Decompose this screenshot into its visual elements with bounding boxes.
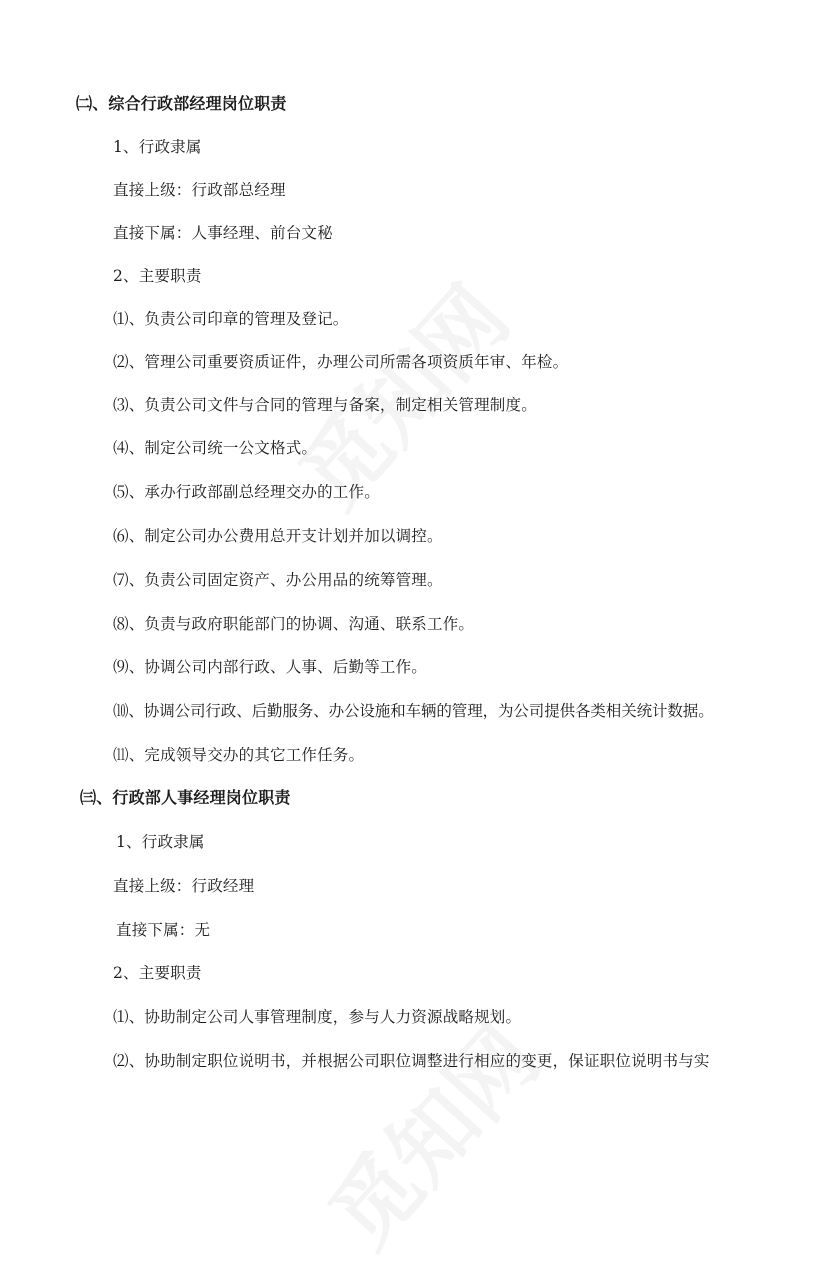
paragraph-line: 直接下属：人事经理、前台文秘: [113, 224, 333, 242]
list-item: ⑶、负责公司文件与合同的管理与备案，制定相关管理制度。: [113, 396, 537, 414]
list-item: ⑼、协调公司内部行政、人事、后勤等工作。: [113, 658, 428, 676]
section-heading: ㈡、综合行政部经理岗位职责: [76, 94, 287, 113]
list-item: ⑸、承办行政部副总经理交办的工作。: [113, 483, 380, 501]
subheading: 2、主要职责: [113, 267, 202, 285]
list-item: ⑴、负责公司印章的管理及登记。: [113, 310, 349, 328]
list-item: ⑺、负责公司固定资产、办公用品的统筹管理。: [113, 571, 443, 589]
subheading: 2、主要职责: [113, 964, 202, 982]
list-item: ⑻、负责与政府职能部门的协调、沟通、联系工作。: [113, 615, 475, 633]
list-item: ⑴、协助制定公司人事管理制度，参与人力资源战略规划。: [113, 1008, 522, 1026]
list-item: ⑵、管理公司重要资质证件，办理公司所需各项资质年审、年检。: [113, 353, 569, 371]
list-item: ⑽、协调公司行政、后勤服务、办公设施和车辆的管理，为公司提供各类相关统计数据。: [113, 702, 714, 720]
paragraph-line: 直接上级：行政部总经理: [113, 181, 286, 199]
list-item: ⑾、完成领导交办的其它工作任务。: [113, 746, 365, 764]
section-heading: ㈢、行政部人事经理岗位职责: [80, 788, 291, 807]
list-item: ⑵、协助制定职位说明书，并根据公司职位调整进行相应的变更，保证职位说明书与实: [113, 1052, 710, 1070]
subheading: 1、行政隶属: [116, 833, 205, 851]
watermark: [297, 995, 562, 1269]
list-item: ⑷、制定公司统一公文格式。: [113, 439, 318, 457]
paragraph-line: 直接上级：行政经理: [113, 877, 255, 895]
list-item: ⑹、制定公司办公费用总开支计划并加以调控。: [113, 527, 443, 545]
paragraph-line: 直接下属：无: [116, 921, 211, 939]
subheading: 1、行政隶属: [113, 138, 202, 156]
